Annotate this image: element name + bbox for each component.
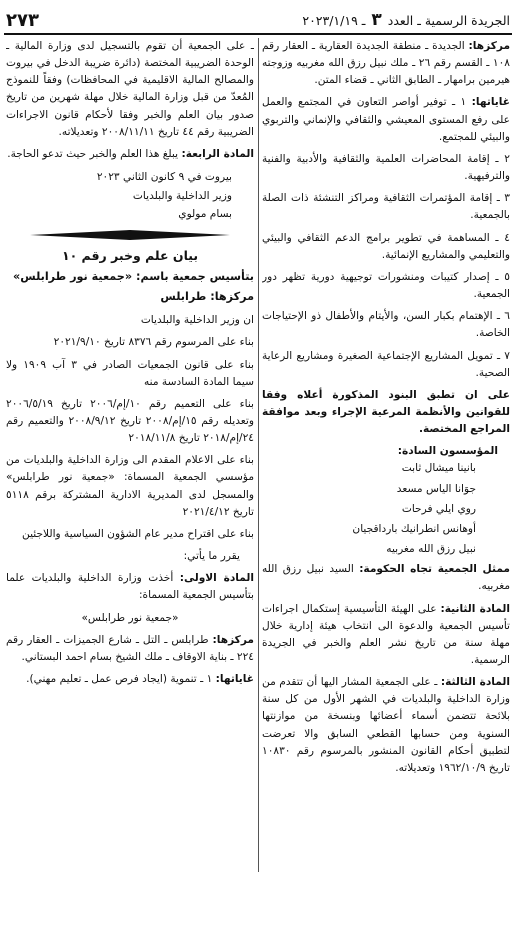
gov-rep-text: السيد نبيل رزق الله مغربيه. <box>262 563 510 593</box>
aim-item: ٦ ـ الإهتمام بكبار السن، والأيتام والأطفال ذو الإحتياجات الخاصة. <box>262 310 510 340</box>
association-name: «جمعية نور طرابلس» <box>81 611 179 624</box>
page-header <box>6 8 510 32</box>
hq-text: الجديدة ـ منطقة الجديدة العقارية ـ العقار رقم ١٠٨ ـ القسم رقم ٢٦ ـ ملك نبيل رزق الله مغربيه وزوجته هيرمين برامهار ـ الطابق الثاني ـ قضاء المتن. <box>262 40 510 87</box>
section-divider-ornament <box>30 228 230 242</box>
article-3-label: المادة الثالثة: <box>440 676 510 689</box>
notice-title: بيان علم وخبر رقم ١٠ <box>61 247 199 263</box>
hq2-paragraph <box>6 632 254 666</box>
gov-rep-label: ممثل الجمعية تجاه الحكومة: <box>359 563 510 576</box>
article-1-text: أخذت وزارة الداخلية والبلديات علما بتأسيس الجمعية المسماة: <box>6 572 254 602</box>
founders-title: المؤسسون السادة: <box>397 445 498 458</box>
founder-name: جوَانا الياس مسعد <box>396 482 476 495</box>
minister-line: ان وزير الداخلية والبلديات <box>140 314 254 327</box>
signature-title: وزير الداخلية والبلديات <box>132 189 232 202</box>
aim-item: ٧ ـ تمويل المشاريع الإجتماعية الصغيرة ومشاريع الرعاية الصحية. <box>262 349 510 379</box>
legal-basis: بناء على المرسوم رقم ٨٣٧٦ تاريخ ٢٠٢١/٩/١٠ <box>53 336 254 349</box>
article-1-label: المادة الاولى: <box>179 572 254 585</box>
founder-name: نبيل رزق الله مغربيه <box>386 543 476 556</box>
hq-label: مركزها: <box>468 40 510 52</box>
notice-subject: بتأسيس جمعية باسم: «جمعية نور طرابلس» <box>13 269 254 283</box>
aim-item: ٥ ـ إصدار كتيبات ومنشورات توجيهية دورية تظهر دور الجمعية. <box>262 270 510 301</box>
gov-rep-paragraph <box>262 561 510 595</box>
aims2-paragraph <box>6 671 254 688</box>
page-number: ٢٧٣ <box>6 9 39 31</box>
founder-name: روي ايلي فرحات <box>401 502 476 515</box>
aim-item: ٣ ـ إقامة المؤتمرات الثقافية ومراكز التنشئة ذات الصلة بالجمعية. <box>262 192 510 222</box>
founder-name: بانينا ميشال ثابت <box>401 462 476 475</box>
journal-title-prefix: الجريدة الرسمية ـ العدد <box>387 13 510 28</box>
aim-item: ٢ ـ إقامة المحاضرات العلمية والثقافية والأدبية والفنية والترفيهية. <box>262 152 510 183</box>
aims-label: غاياتها: <box>471 96 510 109</box>
journal-title-suffix: ـ ٢٠٢٣/١/١٩ <box>302 13 366 28</box>
article-4-text: يبلغ هذا العلم والخبر حيث تدعو الحاجة. <box>7 147 179 160</box>
article-3-text: ـ على الجمعية المشار اليها أن تتقدم من وزارة الداخلية والبلديات في الشهر الأول من كل سنة بلائحة تتضمن أسماء أعضائها وبنسخة من موازنتها السنوية ومن حسابها القطعي السابق والا تعرضت لتطبيق أحكام القانون المنشور بالمرسوم رقم ١٠٨٣٠ تاريخ ١٩٦٢/١٠/٩ وتعديلاته. <box>262 676 510 774</box>
hq2-label: مركزها: <box>212 633 254 646</box>
issue-number: ٣ <box>371 10 382 30</box>
condition-paragraph: على ان تطبق البنود المذكورة أعلاه وفقا للقوانين والأنظمة المرعية الإجراء وبعد موافقة المراجع المختصة. <box>262 388 510 436</box>
article-1 <box>6 570 254 604</box>
legal-basis: بناء على اقتراح مدير عام الشؤون السياسية واللاجئين <box>22 527 254 540</box>
article-3 <box>262 674 510 777</box>
aim-item <box>262 94 510 145</box>
left-column <box>6 38 254 888</box>
aim-item: ٤ ـ المساهمة في تطوير برامج الدعم الثقافي والبيئي والتعليمي والمشاريع الإنمائية. <box>262 231 510 261</box>
notice-hq: مركزها: طرابلس <box>160 290 254 304</box>
signature-name: بسام مولوي <box>178 208 232 221</box>
aims2-text: ١ ـ تنموية (ايجاد فرص عمل ـ تعليم مهني). <box>26 673 213 686</box>
column-divider <box>258 38 259 872</box>
aims2-label: غاياتها: <box>215 673 254 686</box>
founder-name: أوهانس انطرانيك بارداقجيان <box>352 522 476 535</box>
hq-paragraph <box>262 38 510 89</box>
article-4-label: المادة الرابعة: <box>181 147 254 160</box>
legal-basis: بناء على التعميم رقم ١٠/إم/٢٠٠٦ تاريخ ٢٠٠٦/٥/١٩ وتعديله رقم ١٥/إم/٢٠٠٨ تاريخ ٢٠٠٨/٩/١٢ والتعميم رقم ٢٤/إم/٢٠١٨ تاريخ ٢٠١٨/١١/٨ <box>6 397 254 445</box>
aim-text: ١ ـ توفير أواصر التعاون في المجتمع والعمل على رفع المستوى المعيشي والثقافي والإنماني والتربوي والبيئي للمجتمع. <box>262 96 510 143</box>
signature-date: بيروت في ٩ كانون الثاني ٢٠٢٣ <box>96 171 232 184</box>
hq2-text: طرابلس ـ التل ـ شارع الجميزات ـ العقار رقم ٢٢٤ ـ بناية الاوقاف ـ ملك الشيخ بسام احمد البستاني. <box>6 633 254 663</box>
legal-basis: بناء على الاعلام المقدم الى وزارة الداخلية والبلديات من مؤسسي الجمعية المسماة: «جمعية نور طرابلس» والمسجل لدى المديرية الادارية المشتركة برقم ٥١١٨ تاريخ ٢٠٢١/٤/١٢ <box>6 454 254 518</box>
right-column <box>262 38 510 888</box>
article-4 <box>6 146 254 163</box>
article-2-label: المادة الثانية: <box>440 602 510 615</box>
header-rule <box>4 33 512 35</box>
journal-title <box>302 10 510 30</box>
article-2 <box>262 601 510 670</box>
continued-paragraph: ـ على الجمعية أن تقوم بالتسجيل لدى وزارة المالية ـ الوحدة الضريبية المختصة (دائرة ضريبة الدخل في بيروت والمصالح المالية الاقليمية في المحافظات) وفقاً للنموذج المُعدّ من قبل وزارة المالية خلال مهلة شهرين من تاريخ صدور بيان العلم والخبر وفقا لأحكام قانون الاجراءات الضريبية رقم ٤٤ تاريخ ٢٠٠٨/١١/١١ وتعديلاته. <box>6 40 254 138</box>
legal-basis: بناء على قانون الجمعيات الصادر في ٣ آب ١٩٠٩ ولا سيما المادة السادسة منه <box>6 358 254 388</box>
decides-line: يقرر ما يأتي: <box>183 550 240 563</box>
article-2-text: على الهيئة التأسيسية إستكمال اجراءات تأسيس الجمعية والدعوة الى انتخاب هيئة إدارية خلال مهلة سنة من تاريخ نشر العلم والخبر في الجريدة الرسمية. <box>262 602 510 666</box>
